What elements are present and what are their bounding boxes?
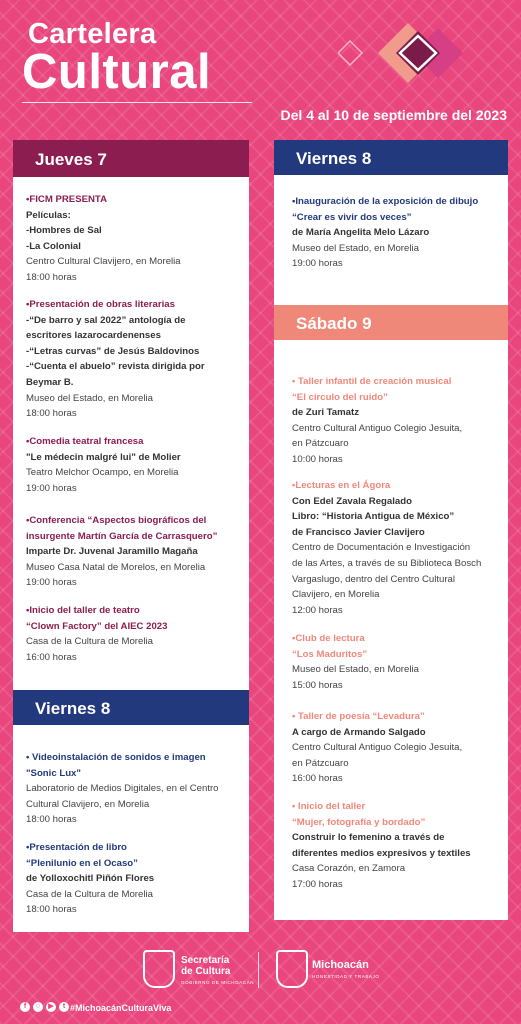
event-meta: 18:00 horas	[26, 271, 77, 283]
instagram-icon[interactable]: ○	[33, 1002, 43, 1012]
event-meta: Centro de Documentación e Investigación	[292, 542, 471, 554]
event-meta: 19:00 horas	[26, 482, 77, 494]
event-meta: Cultural Clavijero, en Morelia	[26, 798, 150, 810]
event-meta: Casa Corazón, en Zamora	[292, 863, 406, 875]
day-header-friday-left	[13, 690, 249, 725]
event-meta: Museo del Estado, en Morelia	[292, 242, 419, 254]
event-title: • Taller de poesía “Levadura”	[292, 711, 425, 722]
event-meta: 18:00 horas	[26, 408, 77, 420]
event-meta: Museo del Estado, en Morelia	[292, 664, 419, 676]
event-item	[292, 709, 504, 787]
title-line-1: Cartelera	[28, 18, 157, 50]
event-title: •Presentación de obras literarias	[26, 299, 175, 310]
event-title: "Sonic Lux"	[26, 767, 81, 779]
event-meta: 19:00 horas	[292, 258, 343, 270]
event-item	[292, 478, 504, 618]
event-meta: 19:00 horas	[26, 577, 77, 589]
hashtag: #MichoacánCulturaViva	[70, 1003, 172, 1013]
event-detail: de Yolloxochitl Piñón Flores	[26, 873, 155, 885]
event-title: •Comedia teatral francesa	[26, 436, 144, 447]
day-label: Jueves 7	[35, 150, 107, 169]
event-title: “Crear es vivir dos veces”	[292, 211, 412, 223]
event-detail: de Francisco Javier Clavijero	[292, 526, 425, 538]
diamond-logo-icon	[338, 18, 483, 88]
event-title: • Taller infantil de creación musical	[292, 376, 452, 387]
event-item	[26, 192, 248, 286]
event-title: “Plenilunio en el Ocaso”	[26, 857, 138, 869]
event-title: “Mujer, fotografía y bordado”	[292, 816, 426, 828]
event-title: • Videoinstalación de sonidos e imagen	[26, 752, 206, 763]
right-column	[274, 140, 508, 920]
event-meta: Laboratorio de Medios Digitales, en el Centro	[26, 783, 219, 795]
event-title: •Inicio del taller de teatro	[26, 605, 140, 616]
event-meta: 18:00 horas	[26, 814, 77, 826]
event-meta: Casa de la Cultura de Morelia	[26, 888, 153, 900]
event-title: •FICM PRESENTA	[26, 194, 107, 205]
event-detail: Construir lo femenino a través de	[292, 832, 445, 844]
event-meta: Vargaslugo, dentro del Centro Cultural	[292, 573, 456, 585]
event-detail: -“Cuenta el abuelo” revista dirigida por	[26, 361, 205, 373]
event-meta: 17:00 horas	[292, 878, 343, 890]
event-meta: 10:00 horas	[292, 453, 343, 465]
event-detail: -Hombres de Sal	[26, 225, 102, 237]
footer-divider	[258, 952, 259, 988]
event-meta: 18:00 horas	[26, 904, 77, 916]
secretaria-line-2: de Cultura	[181, 966, 231, 977]
event-detail: Imparte Dr. Juvenal Jaramillo Magaña	[26, 546, 198, 558]
event-title: •Club de lectura	[292, 633, 365, 644]
event-meta: Museo Casa Natal de Morelos, en Morelia	[26, 561, 206, 573]
title-divider	[22, 102, 252, 103]
twitter-icon[interactable]: t	[59, 1002, 69, 1012]
event-meta: 15:00 horas	[292, 679, 343, 691]
event-meta: Centro Cultural Clavijero, en Morelia	[26, 256, 181, 268]
title-line-2: Cultural	[22, 45, 212, 99]
crest-icon	[276, 950, 308, 988]
event-meta: Clavijero, en Morelia	[292, 589, 380, 601]
event-item	[26, 750, 248, 828]
event-meta: Casa de la Cultura de Morelia	[26, 636, 153, 648]
event-meta: 12:00 horas	[292, 604, 343, 616]
event-detail: Beymar B.	[26, 376, 74, 388]
left-column	[13, 140, 249, 932]
event-detail: de María Angelita Melo Lázaro	[292, 227, 430, 239]
event-item	[292, 799, 504, 893]
event-title: •Presentación de libro	[26, 842, 127, 853]
event-detail: -La Colonial	[26, 240, 81, 252]
event-item	[26, 297, 248, 422]
event-meta: Teatro Melchor Ocampo, en Morelia	[26, 467, 179, 479]
day-header-thursday	[13, 140, 249, 177]
event-detail: diferentes medios expresivos y textiles	[292, 847, 471, 859]
event-title: “El círculo del ruido”	[292, 391, 388, 403]
secretaria-subtitle: GOBIERNO DE MICHOACÁN	[181, 980, 255, 985]
day-header-friday-right	[274, 140, 508, 175]
event-meta: 16:00 horas	[292, 773, 343, 785]
event-item	[292, 374, 504, 468]
event-detail: -“Letras curvas” de Jesús Baldovinos	[26, 345, 200, 357]
event-meta: Centro Cultural Antiguo Colegio Jesuita,	[292, 742, 463, 754]
event-meta: en Pátzcuaro	[292, 757, 349, 769]
event-title: •Conferencia “Aspectos biográficos del	[26, 515, 207, 526]
youtube-icon[interactable]: ▶	[46, 1002, 56, 1012]
event-item	[26, 513, 248, 591]
crest-icon	[143, 950, 175, 988]
event-detail: Con Edel Zavala Regalado	[292, 495, 412, 507]
social-icons	[20, 1002, 69, 1012]
michoacan-subtitle: HONESTIDAD Y TRABAJO	[312, 974, 380, 979]
event-title: “Clown Factory” del AIEC 2023	[26, 620, 168, 632]
day-label: Viernes 8	[35, 699, 111, 718]
event-detail: -“De barro y sal 2022” antología de	[26, 314, 186, 326]
day-header-saturday	[274, 305, 508, 340]
event-title: •Lecturas en el Ágora	[292, 480, 391, 491]
event-title: insurgente Martín García de Carrasquero”	[26, 530, 218, 542]
facebook-icon[interactable]: f	[20, 1002, 30, 1012]
event-meta: de las Artes, a través de su Biblioteca Bosch	[292, 557, 482, 569]
event-title: • Inicio del taller	[292, 801, 366, 812]
date-range: Del 4 al 10 de septiembre del 2023	[280, 107, 507, 123]
event-item	[26, 603, 248, 665]
event-title: “Los Maduritos”	[292, 648, 368, 660]
event-meta: Museo del Estado, en Morelia	[26, 392, 153, 404]
event-item	[26, 434, 248, 496]
event-item	[292, 631, 504, 693]
event-title: •Inauguración de la exposición de dibujo	[292, 196, 479, 207]
event-detail: "Le médecin malgré lui" de Molier	[26, 451, 181, 463]
day-label: Sábado 9	[296, 314, 372, 333]
event-meta: en Pátzcuaro	[292, 438, 349, 450]
event-detail: escritores lazarocardenenses	[26, 330, 161, 342]
secretaria-line-1: Secretaría	[181, 955, 230, 966]
event-meta: 16:00 horas	[26, 651, 77, 663]
header	[0, 0, 521, 135]
event-detail: Películas:	[26, 209, 71, 221]
day-label: Viernes 8	[296, 149, 372, 168]
event-detail: A cargo de Armando Salgado	[292, 726, 426, 738]
michoacan-label: Michoacán	[312, 959, 369, 971]
event-item	[26, 840, 248, 918]
event-meta: Centro Cultural Antiguo Colegio Jesuita,	[292, 422, 463, 434]
event-detail: Libro: “Historia Antigua de México”	[292, 511, 455, 523]
event-detail: de Zuri Tamatz	[292, 407, 359, 419]
event-item	[292, 194, 504, 272]
